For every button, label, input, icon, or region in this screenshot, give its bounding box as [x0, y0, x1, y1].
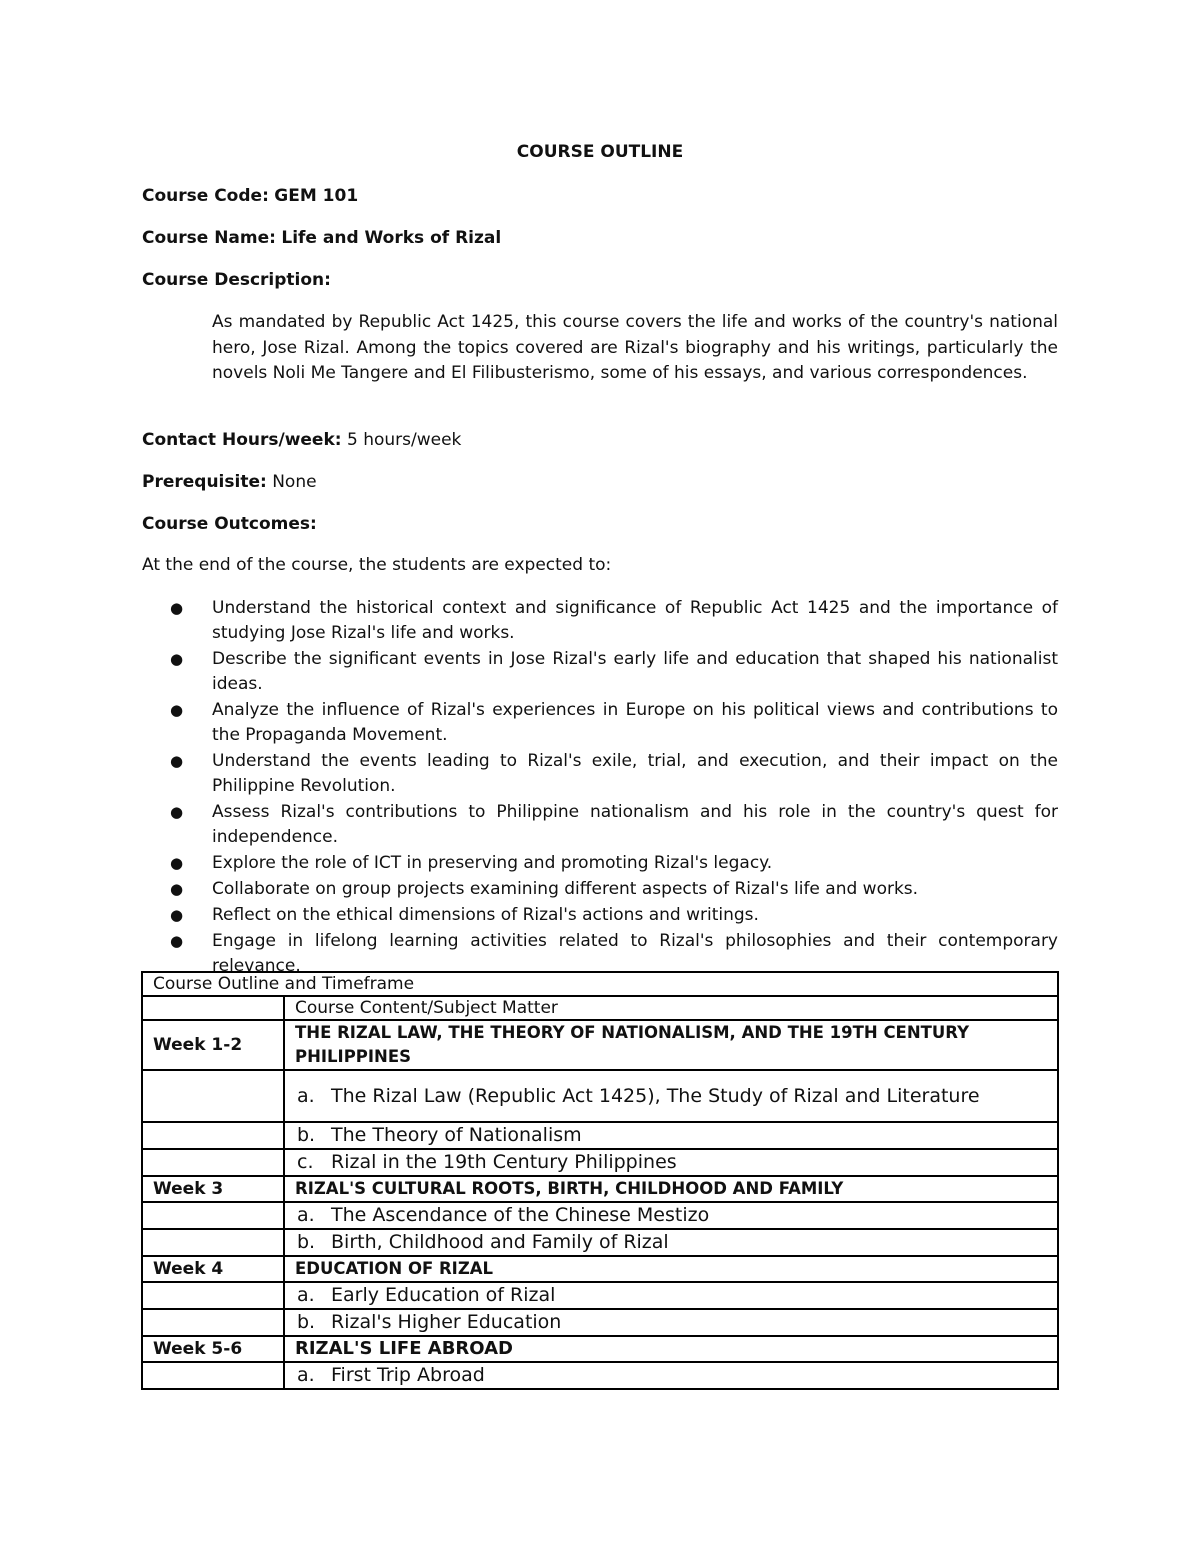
course-name-value: Life and Works of Rizal: [281, 228, 502, 248]
prerequisite: [142, 472, 317, 492]
topic-heading: EDUCATION OF RIZAL: [284, 1256, 1058, 1282]
table-row: [142, 1256, 1058, 1282]
topic-item: a. The Ascendance of the Chinese Mestizo: [284, 1202, 1058, 1229]
contact-hours-value: 5 hours/week: [346, 430, 462, 450]
course-outline-table: [141, 971, 1059, 1390]
page-title: COURSE OUTLINE: [516, 142, 684, 162]
course-description-heading: [142, 270, 331, 290]
contact-hours: [142, 430, 461, 450]
list-item: ● Assess Rizal's contributions to Philippine nationalism and his role in the country's quest for independence.: [170, 802, 1058, 847]
table-caption: Course Outline and Timeframe: [142, 972, 1058, 996]
course-name-label: Course Name:: [142, 228, 276, 248]
topic-item: b. Rizal's Higher Education: [284, 1309, 1058, 1336]
course-outcomes-list: [160, 596, 1058, 980]
topic-item: a. Early Education of Rizal: [284, 1282, 1058, 1309]
topic-item: b. Birth, Childhood and Family of Rizal: [284, 1229, 1058, 1256]
list-item: ● Reflect on the ethical dimensions of Rizal's actions and writings.: [160, 903, 1058, 928]
week-cell: Week 4: [142, 1256, 284, 1282]
course-code: [142, 186, 358, 206]
list-item: ● Understand the events leading to Rizal's exile, trial, and execution, and their impact on the Philippine Revolution.: [170, 751, 1058, 796]
topic-heading: RIZAL'S LIFE ABROAD: [284, 1336, 1058, 1362]
table-row: [142, 1282, 1058, 1309]
week-cell: [142, 1282, 284, 1309]
topic-heading: RIZAL'S CULTURAL ROOTS, BIRTH, CHILDHOOD AND FAMILY: [284, 1176, 1058, 1202]
table-row: [142, 1122, 1058, 1149]
list-item: ● Analyze the influence of Rizal's experiences in Europe on his political views and contributions to the Propaganda Movement.: [170, 700, 1058, 745]
content-header-cell: Course Content/Subject Matter: [284, 996, 1058, 1020]
topic-item: c. Rizal in the 19th Century Philippines: [284, 1149, 1058, 1176]
contact-hours-label: Contact Hours/week:: [142, 430, 342, 450]
week-cell: [142, 1122, 284, 1149]
week-cell: [142, 1362, 284, 1389]
week-cell: Week 3: [142, 1176, 284, 1202]
bullet-icon: ●: [170, 854, 184, 872]
topic-item: a. First Trip Abroad: [284, 1362, 1058, 1389]
list-item: ● Engage in lifelong learning activities related to Rizal's philosophies and their contemporary relevance.: [170, 931, 1058, 976]
course-outcomes-label: Course Outcomes:: [142, 514, 317, 534]
bullet-icon: ●: [170, 752, 184, 770]
table-row: [142, 1176, 1058, 1202]
prerequisite-value: None: [272, 472, 317, 492]
list-item: ● Understand the historical context and significance of Republic Act 1425 and the importance of studying Jose Rizal's life and works.: [170, 598, 1058, 643]
table-row: [142, 1229, 1058, 1256]
bullet-icon: ●: [170, 701, 184, 719]
bullet-icon: ●: [170, 650, 184, 668]
course-name: [142, 228, 501, 248]
bullet-icon: ●: [170, 803, 184, 821]
course-code-value: GEM 101: [274, 186, 359, 206]
table-row: [142, 1020, 1058, 1070]
course-code-label: Course Code:: [142, 186, 269, 206]
list-item: ● Collaborate on group projects examining different aspects of Rizal's life and works.: [160, 877, 1058, 902]
list-item: ● Describe the significant events in Jose Rizal's early life and education that shaped his nationalist ideas.: [170, 649, 1058, 694]
bullet-icon: ●: [170, 906, 184, 924]
week-cell: [142, 1202, 284, 1229]
course-description-text: As mandated by Republic Act 1425, this course covers the life and works of the country's national hero, Jose Rizal. Among the topics covered are Rizal's biography and his writings, particularly the novels Noli Me Tangere and El Filibusterismo, some of his essays, and various correspondences.: [212, 312, 1058, 383]
week-cell: [142, 1309, 284, 1336]
week-cell: [142, 1229, 284, 1256]
bullet-icon: ●: [170, 880, 184, 898]
week-cell: Week 5-6: [142, 1336, 284, 1362]
prerequisite-label: Prerequisite:: [142, 472, 267, 492]
week-cell: [142, 1070, 284, 1122]
table-row: [142, 1336, 1058, 1362]
topic-heading: THE RIZAL LAW, THE THEORY OF NATIONALISM, AND THE 19TH CENTURY PHILIPPINES: [284, 1020, 1058, 1070]
table-row: [142, 1362, 1058, 1389]
course-description-label: Course Description:: [142, 270, 331, 290]
list-item: ● Explore the role of ICT in preserving and promoting Rizal's legacy.: [160, 851, 1058, 876]
course-outcomes-heading: [142, 514, 317, 534]
table-header-row: [142, 996, 1058, 1020]
topic-item: a. The Rizal Law (Republic Act 1425), The Study of Rizal and Literature: [284, 1070, 1058, 1122]
week-cell: [142, 1149, 284, 1176]
bullet-icon: ●: [170, 599, 184, 617]
table-row: [142, 1149, 1058, 1176]
week-cell: Week 1-2: [142, 1020, 284, 1070]
table-row: [142, 1309, 1058, 1336]
table-caption-row: [142, 972, 1058, 996]
table-row: [142, 1202, 1058, 1229]
topic-item: b. The Theory of Nationalism: [284, 1122, 1058, 1149]
course-outcomes-intro: At the end of the course, the students are expected to:: [142, 555, 612, 575]
bullet-icon: ●: [170, 932, 184, 950]
week-header-cell: [142, 996, 284, 1020]
table-row: [142, 1070, 1058, 1122]
